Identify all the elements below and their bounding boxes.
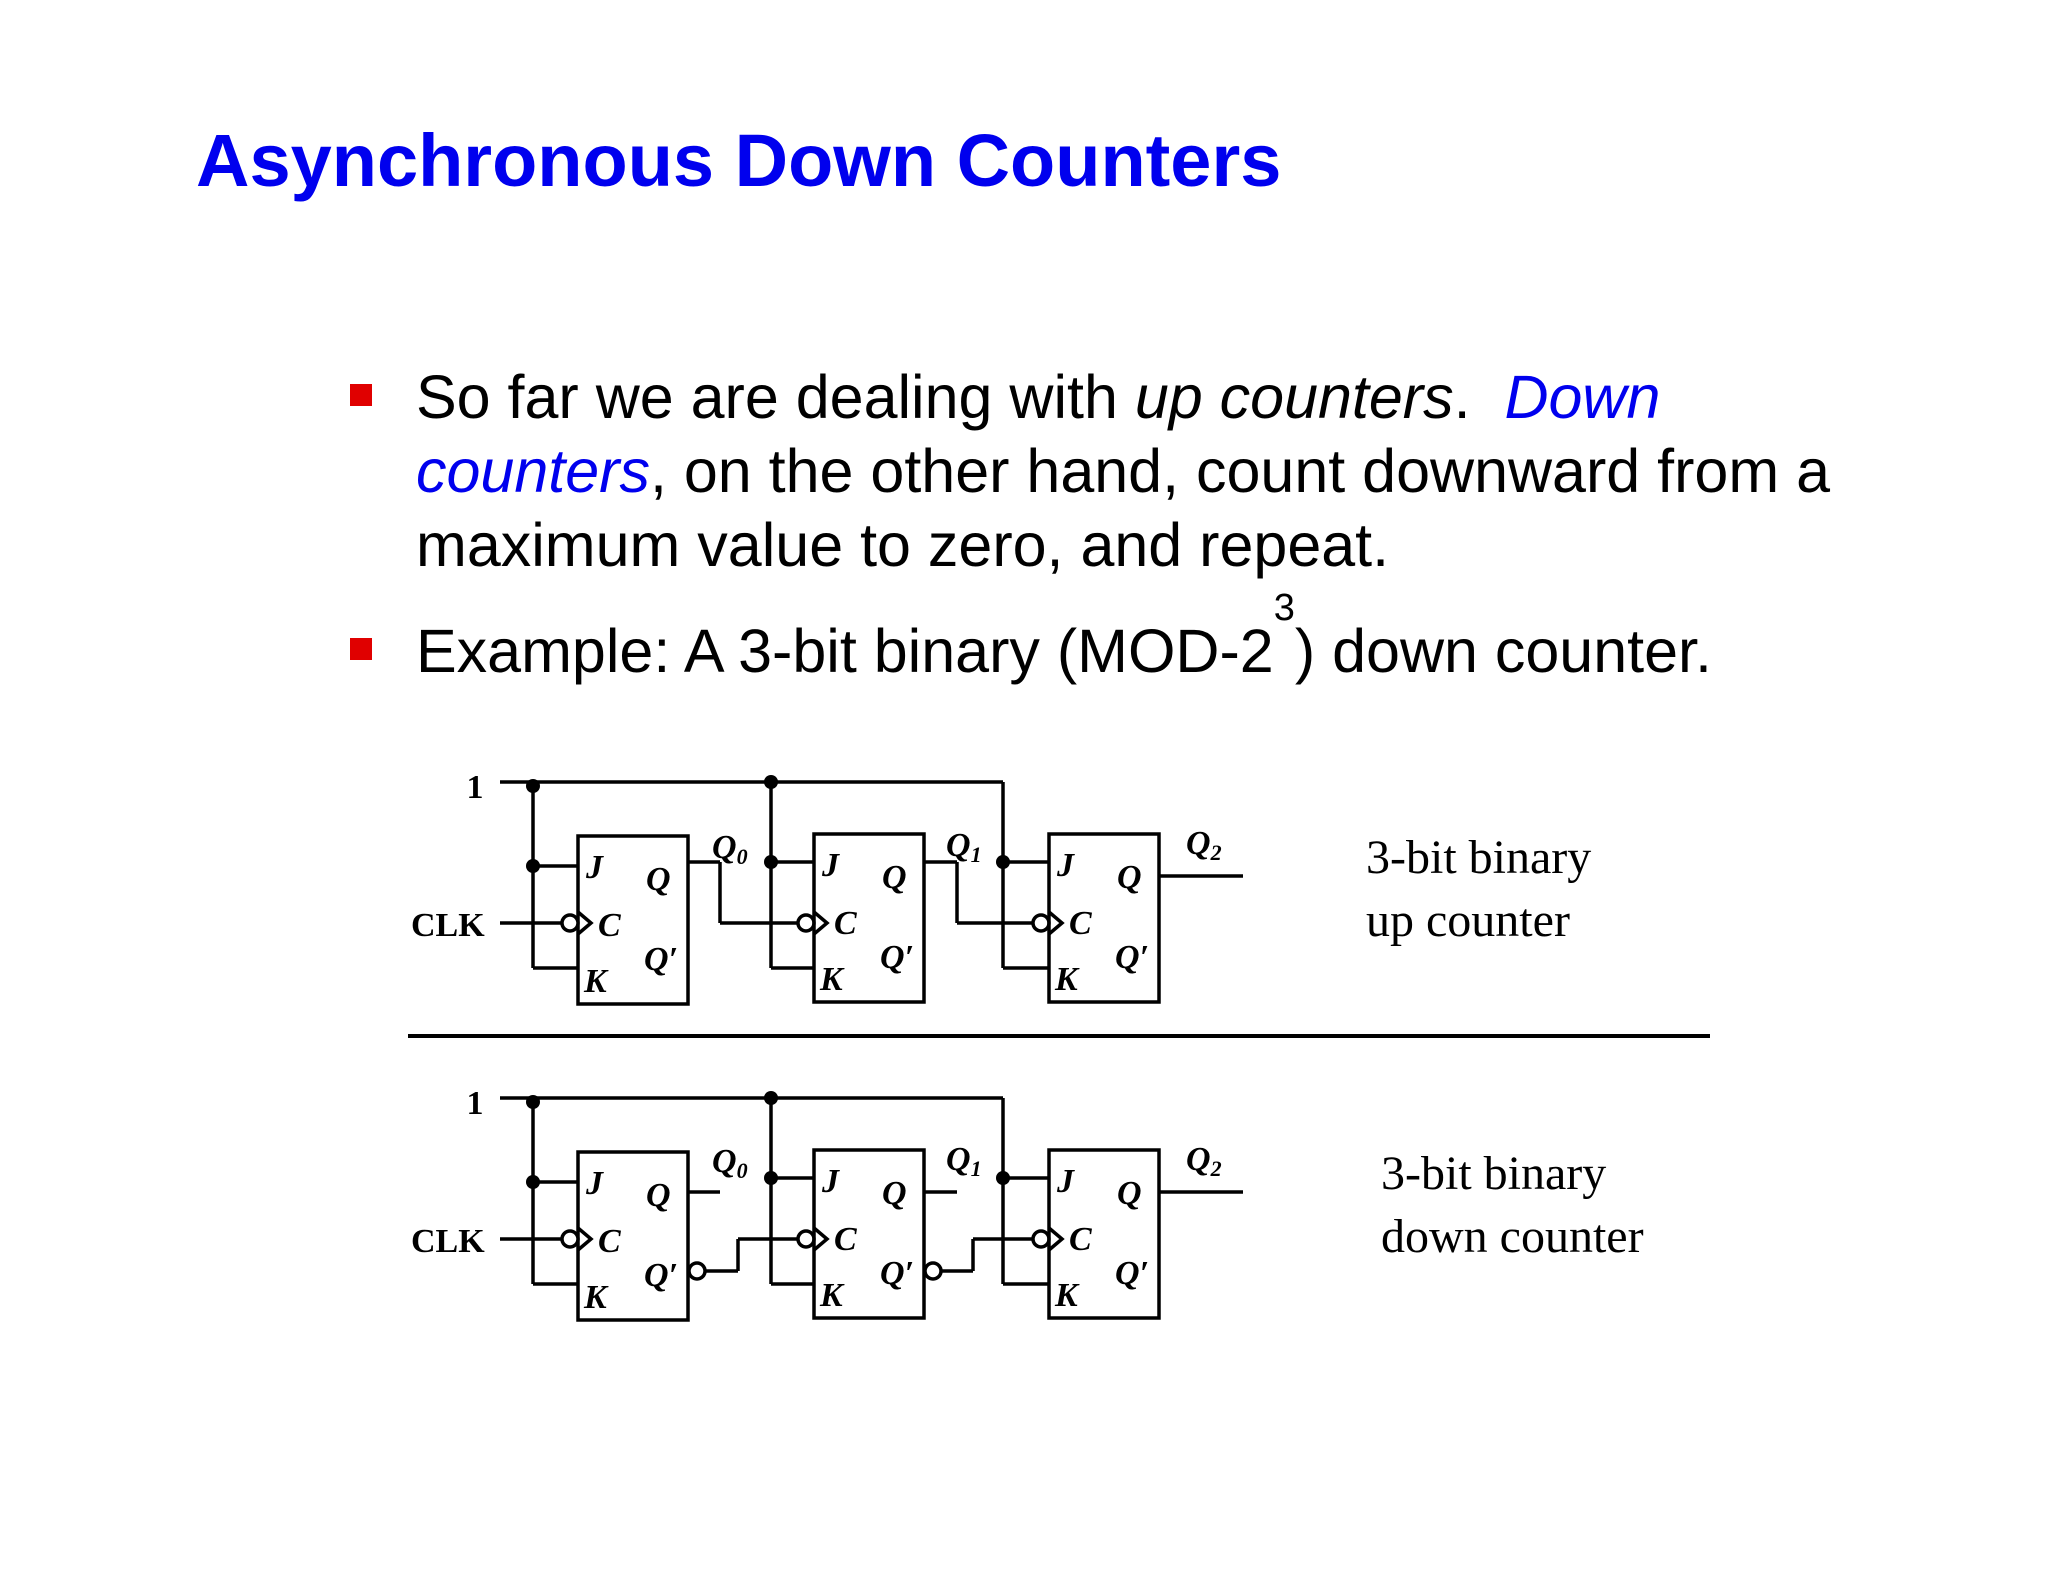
down-ff2-qbar: Q′ <box>1115 1255 1150 1292</box>
up-ff2-c: C <box>1069 905 1092 942</box>
up-ff1-c: C <box>834 905 857 942</box>
down-ff0-c: C <box>598 1223 621 1260</box>
up-clk-label: CLK <box>411 907 485 944</box>
up-ff2-k: K <box>1055 961 1078 998</box>
up-ff0-qbar: Q′ <box>644 941 679 978</box>
down-clk-label: CLK <box>411 1223 485 1260</box>
slide-title: Asynchronous Down Counters <box>196 119 1282 202</box>
down-ff0-j: J <box>586 1165 603 1202</box>
down-ff2-q: Q <box>1117 1175 1142 1212</box>
up-ff0-j: J <box>586 849 603 886</box>
down-ff1-k: K <box>820 1277 843 1314</box>
bullet-1-period: . <box>1453 363 1505 431</box>
down-ff0-k: K <box>584 1279 607 1316</box>
up-ff2-q: Q <box>1117 859 1142 896</box>
down-counter-caption-line1: 3-bit binary <box>1381 1147 1607 1200</box>
bullet-2-rest: ) down counter. <box>1294 617 1712 685</box>
up-counter-caption-line1: 3-bit binary <box>1366 831 1592 884</box>
up-counter-caption-line2: up counter <box>1366 894 1570 947</box>
down-ff1-q: Q <box>882 1175 907 1212</box>
down-counter-caption-line2: down counter <box>1381 1210 1644 1263</box>
up-ff2-j: J <box>1057 847 1074 884</box>
down-ff2-j: J <box>1057 1163 1074 1200</box>
up-ff1-q: Q <box>882 859 907 896</box>
down-ff0-q: Q <box>646 1177 671 1214</box>
down-q0-label: Q0 <box>712 1143 748 1183</box>
bullet-1-up-counters: up counters <box>1134 363 1454 431</box>
up-one-label: 1 <box>466 769 484 806</box>
up-q0-label: Q0 <box>712 829 748 869</box>
down-q2-label: Q2 <box>1186 1141 1222 1181</box>
down-ff2-c: C <box>1069 1221 1092 1258</box>
up-ff0-k: K <box>584 963 607 1000</box>
bullet-1-rest: , on the other hand, count downward from a maximum value to zero, and repeat. <box>416 437 1831 579</box>
down-ff1-j: J <box>822 1163 839 1200</box>
bullet-1-down-counters: Down counters <box>416 363 1661 505</box>
up-ff0-c: C <box>598 907 621 944</box>
up-q2-label: Q2 <box>1186 825 1222 865</box>
down-ff0-qbar: Q′ <box>644 1257 679 1294</box>
up-ff1-qbar: Q′ <box>880 939 915 976</box>
bullet-2-text: Example: A 3-bit binary (MOD-2 <box>416 617 1274 685</box>
up-ff2-qbar: Q′ <box>1115 939 1150 976</box>
down-ff1-c: C <box>834 1221 857 1258</box>
down-ff1-qbar: Q′ <box>880 1255 915 1292</box>
down-ff2-k: K <box>1055 1277 1078 1314</box>
bullet-2-superscript: 3 <box>1273 587 1295 629</box>
up-ff1-k: K <box>820 961 843 998</box>
down-q1-label: Q1 <box>946 1141 982 1181</box>
up-ff1-j: J <box>822 847 839 884</box>
up-ff0-q: Q <box>646 861 671 898</box>
up-q1-label: Q1 <box>946 827 982 867</box>
down-one-label: 1 <box>466 1085 484 1122</box>
bullet-1-text: So far we are dealing with <box>416 363 1135 431</box>
